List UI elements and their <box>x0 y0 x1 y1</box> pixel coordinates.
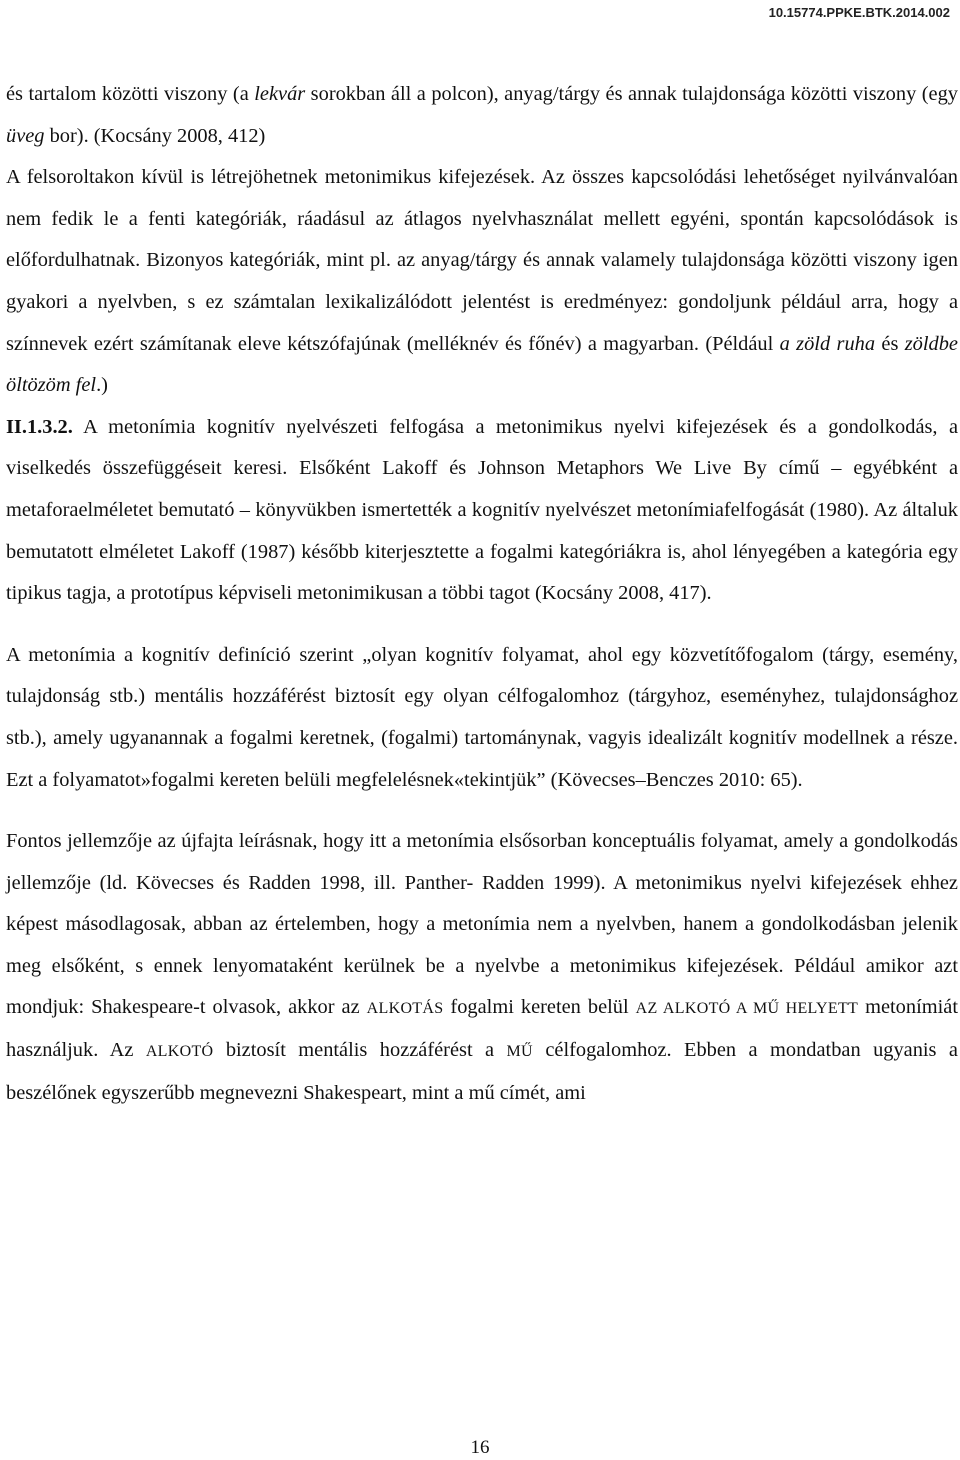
paragraph-text: sorokban áll a polcon), anyag/tárgy és annak tulajdonsága közötti viszony (egy <box>305 83 958 105</box>
small-caps-concept: ALKOTÓ <box>145 1043 214 1061</box>
paragraph-text: bor). (Kocsány 2008, 412) <box>44 124 266 147</box>
section-number: II.1.3.2. <box>6 415 73 438</box>
doi-header: 10.15774.PPKE.BTK.2014.002 <box>768 5 950 20</box>
paragraph-cognitive-definition <box>6 635 958 801</box>
paragraph-cognitive-section <box>6 407 958 615</box>
paragraph-text: fogalmi kereten belül <box>443 996 636 1019</box>
paragraph-text: biztosít mentális hozzáférést a <box>213 1039 507 1062</box>
paragraph-text: A felsoroltakon kívül is létrejöhetnek metonimikus kifejezések. Az összes kapcsolódási lehetőséget nyilvánvalóan nem fedik le a fenti kategóriák, ráadásul az átlagos nyelvhasználat mellett egyéni, spontán kapcsolódások is előfordulhatnak. Bizonyos kategóriák, mint pl. az anyag/tárgy és annak valamely tulajdonsága közötti viszony igen gyakori a nyelvben, s ez számtalan lexikalizálódott jelentést is eredményez: gondoljunk például arra, hogy a színnevek ezért számítanak eleve kétszófajúnak (melléknév és főnév) a magyarban. (Például <box>6 166 958 355</box>
small-caps-concept: MŰ <box>506 1043 533 1061</box>
paragraph-text: és <box>875 332 905 355</box>
paragraph-conceptual-process <box>6 821 958 1114</box>
paragraph-text: Fontos jellemzője az újfajta leírásnak, hogy itt a metonímia elsősorban konceptuális folyamat, amely a gondolkodás jellemzője (ld. Kövecses és Radden 1998, ill. Panther- Radden 1999). A metonimikus nyelvi kifejezések ehhez képest másodlagosak, abban az értelemben, hogy a metonímia nem a nyelvben, hanem a gondolkodásban jelenik meg elsőként, s ennek lenyomataként kerülnek be a nyelvbe a metonimikus kifejezések. Például amikor azt mondjuk: Shakespeare-t olvasok, akkor az <box>6 830 958 1019</box>
document-body <box>6 74 958 1114</box>
italic-example: zöldbe öltözöm fel <box>6 332 958 397</box>
paragraph-text: célfogalomhoz. Ebben a mondatban ugyanis a beszélőnek egyszerűbb megnevezni Shakespeart, mint a mű címét, ami <box>6 1039 958 1104</box>
paragraph-text: és tartalom közötti viszony (a <box>6 83 255 105</box>
paragraph-other-metonymies <box>6 157 958 407</box>
italic-term: lekvár <box>254 83 306 105</box>
italic-term: üveg <box>6 124 45 147</box>
small-caps-concept: AZ ALKOTÓ A MŰ HELYETT <box>635 1000 859 1018</box>
paragraph-text: .) <box>96 374 108 397</box>
page-number: 16 <box>470 1437 490 1458</box>
paragraph-text: A metonímia kognitív nyelvészeti felfogása a metonimikus nyelvi kifejezések és a gondolkodás, a viselkedés összefüggéseit keresi. Elsőként Lakoff és Johnson Metaphors We Live By című – egyébként a metaforaelméletet bemutató – könyvükben ismertették a kognitív nyelvészet metonímiafelfogását (1980). Az általuk bemutatott elméletet Lakoff (1987) később kiterjesztette a fogalmi kategóriákra is, ahol lényegében a kategória egy tipikus tagja, a prototípus képviseli metonimikusan a többi tagot (Kocsány 2008, 417). <box>6 415 958 605</box>
italic-example: a zöld ruha <box>779 332 876 355</box>
paragraph-text: A metonímia a kognitív definíció szerint „olyan kognitív folyamat, ahol egy közvetítőfogalom (tárgy, esemény, tulajdonság stb.) mentális hozzáférést biztosít egy olyan célfogalomhoz (tárgyhoz, eseményhez, tulajdonsághoz stb.), amely ugyanannak a fogalmi keretnek, (fogalmi) tartománynak, vagyis idealizált kognitív modellnek a része. Ezt a folyamatot»fogalmi kereten belüli megfelelésnek«tekintjük” (Kövecses–Benczes 2010: 65). <box>6 643 958 791</box>
paragraph-metonymy-examples <box>6 74 958 157</box>
paragraph-text: metonímiát használjuk. Az <box>6 996 958 1062</box>
small-caps-concept: ALKOTÁS <box>366 1000 444 1018</box>
